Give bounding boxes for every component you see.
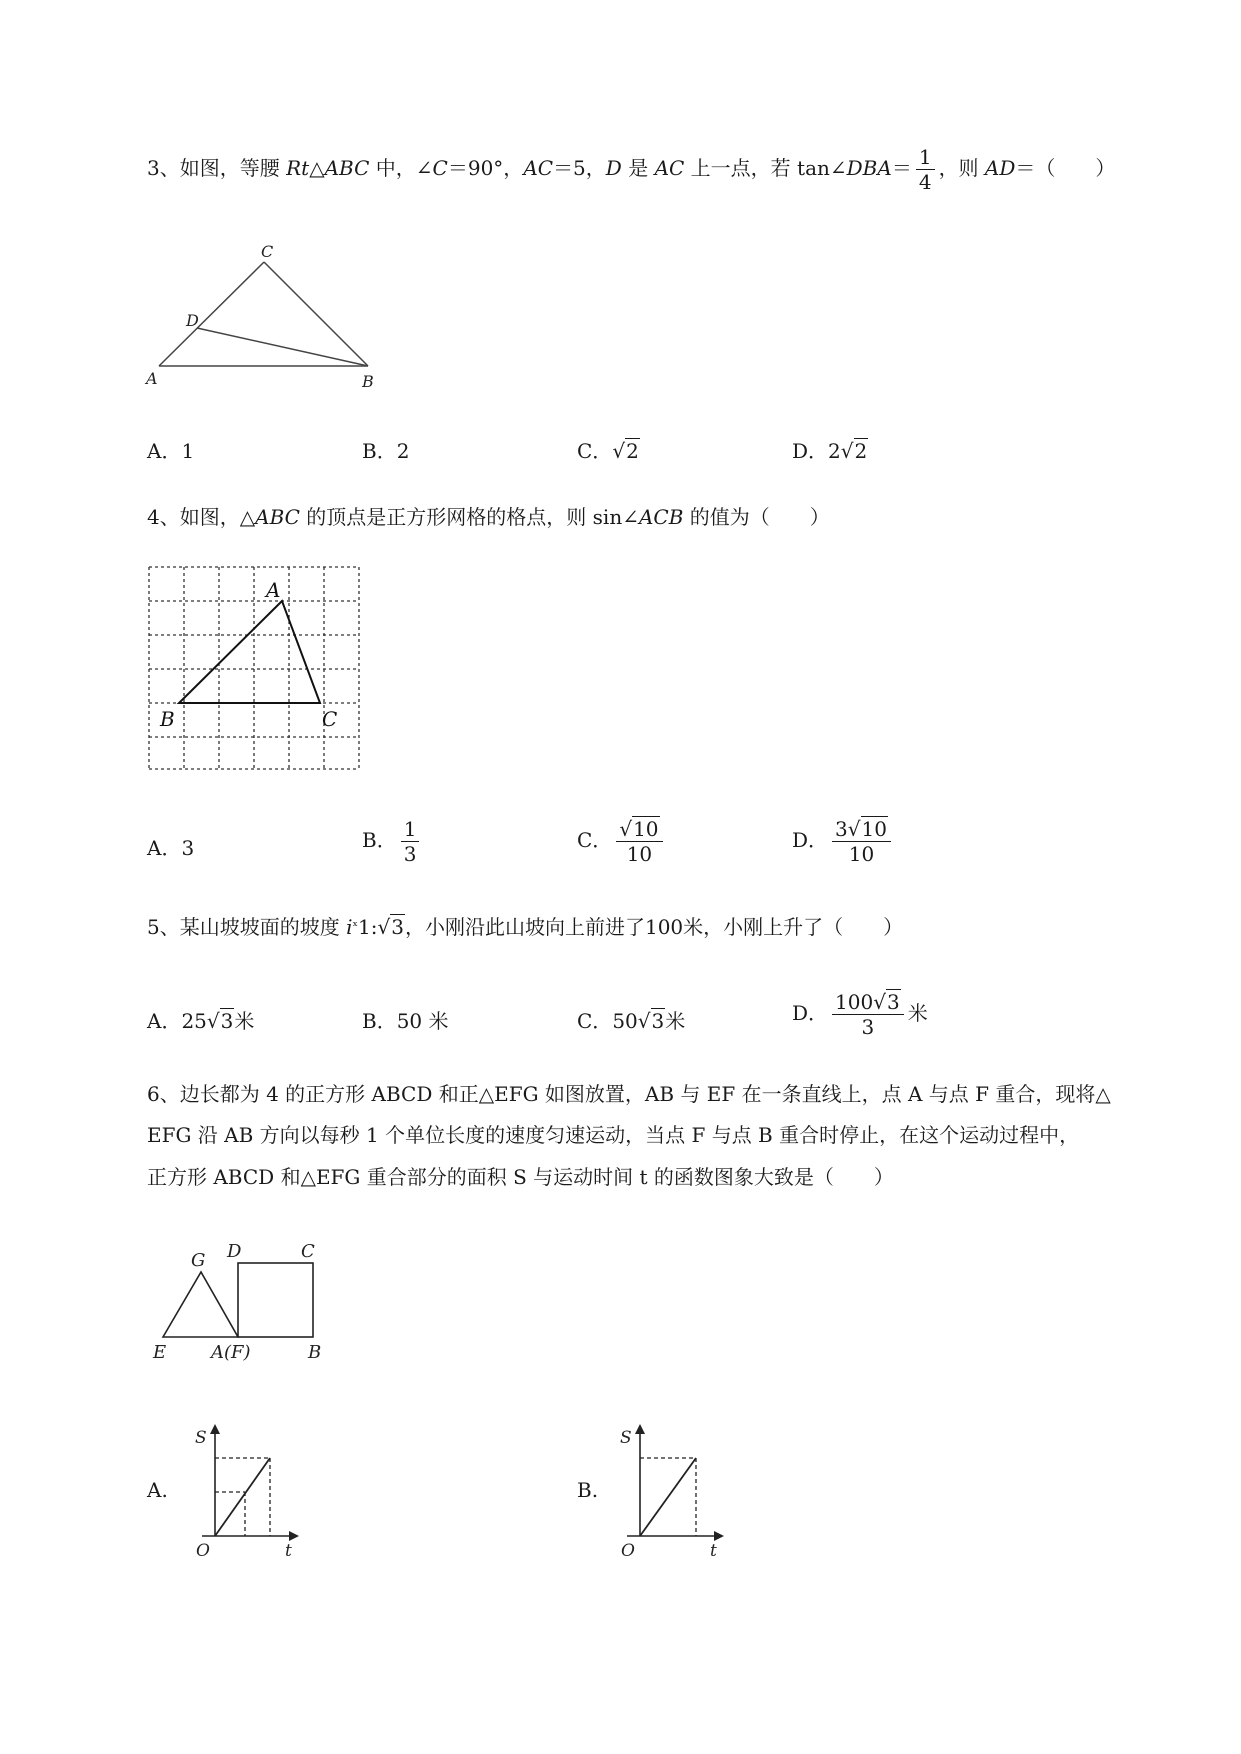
q5-stem: 5、某山坡坡面的坡度 $i^ˣ1:√3$，小刚沿此山坡向上前进了100米，小刚上升了（ ） [147,908,903,946]
q6-stem-line1: 6、边长都为 4 的正方形 ABCD 和正△EFG 如图放置，AB 与 EF 在一条直线上，点 A 与点 F 重合，现将△ [147,1082,1111,1106]
q3-triangle-figure [140,240,400,400]
s-axis-label: S [195,1428,207,1448]
q6-option-b-letter[interactable]: B. [577,1478,599,1502]
graph-line [640,1458,696,1536]
sqrt-symbol: √2 [840,439,868,463]
q4-label-b: B [160,707,175,731]
q5-option-d[interactable]: D． $\frac{100√3}{3}$ 米 [792,990,928,1039]
q3-option-a[interactable]: A．1 [147,439,195,463]
q4-stem: 4、如图，△ABC 的顶点是正方形网格的格点，则 sin∠ACB 的值为（ ） [147,505,830,529]
sqrt-symbol: √10 [847,817,887,841]
q3-fraction: $\frac{1}{4}$ [916,145,935,194]
q6-option-a-graph[interactable] [188,1420,308,1560]
q4-dotted-grid [149,567,359,769]
q3-label-d: D [186,311,199,330]
q6-stem-line2: EFG 沿 AB 方向以每秒 1 个单位长度的速度匀速运动，当点 F 与点 B 重合时停止，在这个运动过程中， [147,1123,1080,1147]
q3-option-d[interactable]: D．2√2 [792,439,868,463]
q3-segment-ac [159,262,264,366]
q6-square-abcd [238,1263,313,1337]
s-axis-arrow-icon [210,1424,220,1434]
q3-stem: 3、如图，等腰 Rt△ABC 中，∠C＝90°，AC＝5，D 是 AC 上一点，若 tan∠DBA＝ $\frac{1}{4}$ ，则 AD＝（ ） [147,145,1116,194]
q5-option-a[interactable]: A．25√3米 [147,1009,255,1033]
q6-setup-figure [145,1240,345,1380]
origin-label: O [196,1541,210,1560]
q5-option-b[interactable]: B．50 米 [362,1009,449,1033]
q4-option-b[interactable]: B． $\frac{1}{3}$ [362,817,423,866]
sqrt-symbol: √3 [377,915,404,939]
q3-label-b: B [362,372,374,391]
graph-line [215,1458,270,1536]
sqrt-symbol: √10 [619,817,659,841]
q4-grid-figure [145,560,365,775]
t-axis-arrow-icon [714,1531,724,1541]
q3-segment-db [197,328,368,366]
sqrt-symbol: √3 [637,1009,665,1033]
q6-option-b-graph[interactable] [612,1420,732,1560]
t-axis-label: t [285,1541,292,1560]
q6-label-e: E [153,1342,167,1363]
q3-option-b[interactable]: B．2 [362,439,410,463]
q6-option-a-letter[interactable]: A. [147,1478,168,1502]
s-axis-label: S [620,1428,632,1448]
q3-option-c[interactable]: C．√2 [577,439,639,463]
q4-triangle-abc [179,601,320,703]
sqrt-symbol: √3 [206,1009,234,1033]
sqrt-symbol: √3 [873,990,900,1014]
t-axis-label: t [710,1541,717,1560]
q5-option-c[interactable]: C．50√3米 [577,1009,686,1033]
q4-label-a: A [266,578,281,602]
q4-option-d[interactable]: D． $\frac{3√10}{10}$ [792,817,895,866]
q6-label-af: A(F) [211,1342,251,1363]
q6-label-c: C [301,1241,315,1262]
q3-label-a: A [146,369,158,388]
q3-label-c: C [261,242,274,261]
q4-option-a[interactable]: A．3 [147,836,195,860]
q6-label-g: G [191,1250,206,1271]
q6-label-b: B [308,1342,322,1363]
q3-segment-cb [264,262,368,366]
q4-option-c[interactable]: C． $\frac{√10}{10}$ [577,817,667,866]
q6-triangle-efg [163,1272,238,1337]
t-axis-arrow-icon [289,1531,299,1541]
s-axis-arrow-icon [635,1424,645,1434]
sqrt-symbol: √2 [612,439,639,463]
origin-label: O [621,1541,635,1560]
q6-label-d: D [227,1241,242,1262]
q6-stem-line3: 正方形 ABCD 和△EFG 重合部分的面积 S 与运动时间 t 的函数图象大致是（ ） [147,1165,894,1189]
q4-label-c: C [322,707,338,731]
